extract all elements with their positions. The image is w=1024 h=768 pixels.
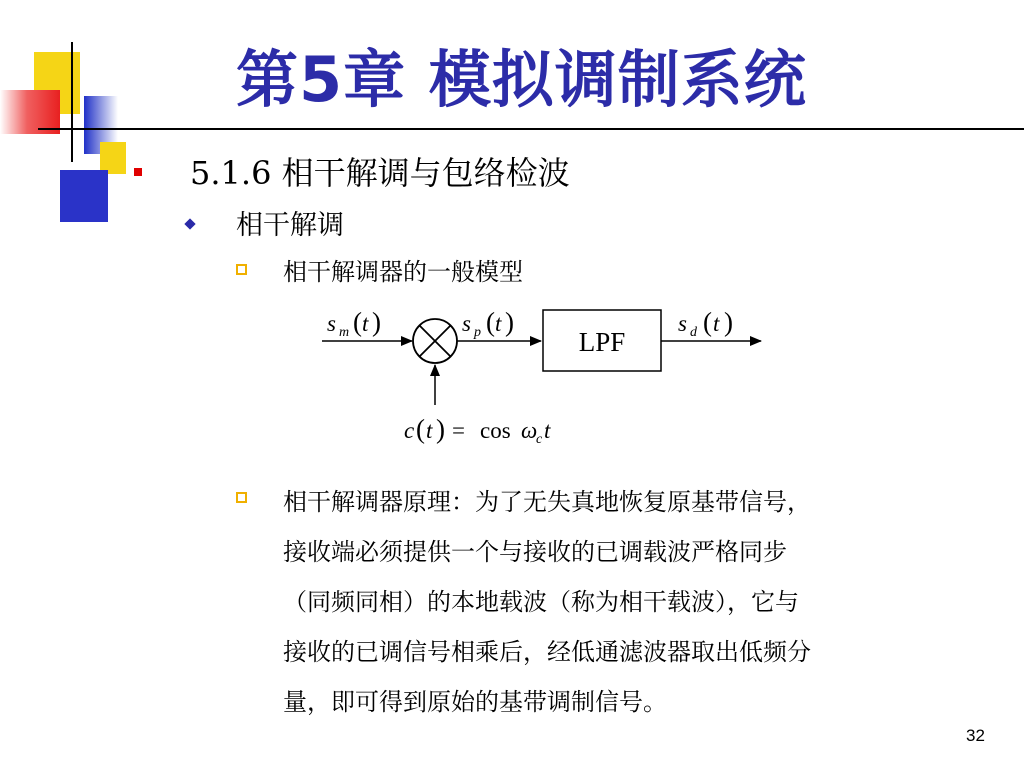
bullet-hollow-square-icon xyxy=(236,492,247,503)
svg-text:s: s xyxy=(462,311,471,336)
principle-line: 量，即可得到原始的基带调制信号。 xyxy=(283,688,667,716)
svg-text:c: c xyxy=(404,418,415,443)
svg-text:s: s xyxy=(327,311,336,336)
subsection-label: 相干解调 xyxy=(236,210,344,241)
bullet-hollow-square-icon xyxy=(236,264,247,275)
svg-text:(: ( xyxy=(486,307,495,337)
slide-title: 第5章 模拟调制系统 xyxy=(236,43,807,116)
svg-text:cos: cos xyxy=(480,418,511,443)
principle-line: （同频同相）的本地载波（称为相干载波），它与 xyxy=(283,588,799,616)
decor-vertical-line xyxy=(71,42,73,162)
svg-text:d: d xyxy=(690,325,697,340)
svg-text:m: m xyxy=(339,325,350,340)
multiplier-icon xyxy=(413,319,457,363)
svg-text:s: s xyxy=(678,311,687,336)
svg-text:t: t xyxy=(426,418,433,443)
decor-blue-square xyxy=(60,170,108,222)
principle-line: 接收端必须提供一个与接收的已调载波严格同步 xyxy=(283,538,787,566)
svg-text:(: ( xyxy=(353,307,362,337)
title-underline xyxy=(38,128,1024,130)
svg-text:c: c xyxy=(536,432,543,447)
principle-line: 接收的已调信号相乘后，经低通滤波器取出低频分 xyxy=(283,638,811,666)
bullet-diamond-icon xyxy=(184,218,195,229)
svg-text:ω: ω xyxy=(521,418,538,443)
principle-paragraph xyxy=(283,477,983,727)
svg-text:t: t xyxy=(544,418,551,443)
page-number: 32 xyxy=(966,726,985,745)
svg-text:): ) xyxy=(436,414,445,444)
svg-text:t: t xyxy=(713,311,720,336)
section-heading: 5.1.6 相干解调与包络检波 xyxy=(190,154,570,192)
product-signal-label xyxy=(462,307,514,340)
input-signal-label xyxy=(327,307,381,340)
svg-text:t: t xyxy=(495,311,502,336)
principle-line: 相干解调器原理：为了无失真地恢复原基带信号， xyxy=(283,488,811,516)
svg-text:(: ( xyxy=(416,414,425,444)
svg-text:): ) xyxy=(372,307,381,337)
carrier-equation xyxy=(404,414,551,447)
svg-text:=: = xyxy=(452,418,465,443)
bullet-square-icon xyxy=(134,168,142,176)
coherent-demodulator-diagram xyxy=(300,290,780,460)
model-label: 相干解调器的一般模型 xyxy=(283,258,523,286)
svg-text:p: p xyxy=(474,325,481,340)
output-signal-label xyxy=(678,307,733,340)
svg-text:(: ( xyxy=(703,307,712,337)
svg-text:t: t xyxy=(362,311,369,336)
lpf-label: LPF xyxy=(578,327,626,357)
svg-text:): ) xyxy=(724,307,733,337)
svg-text:): ) xyxy=(505,307,514,337)
